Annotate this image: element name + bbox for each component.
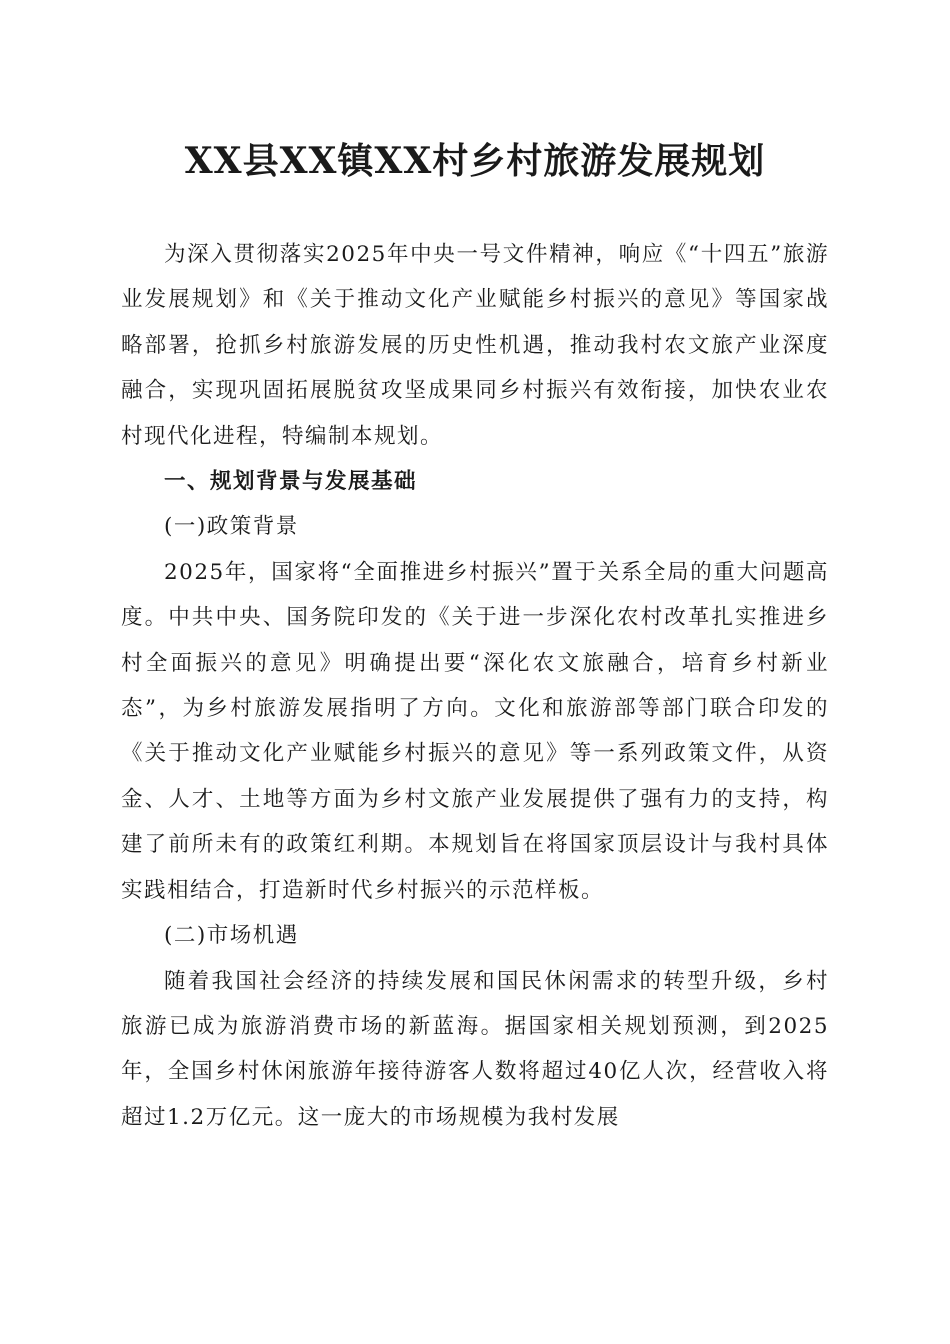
subsection-heading-market: (二)市场机遇 xyxy=(164,923,299,949)
market-paragraph: 随着我国社会经济的持续发展和国民休闲需求的转型升级，乡村旅游已成为旅游消费市场的新蓝海。据国家相关规划预测，到2025年，全国乡村休闲旅游年接待游客人数将超过40亿人次，经营收入将超过1.2万亿元。这一庞大的市场规模为我村发展 xyxy=(121,968,829,1130)
document-body xyxy=(121,232,829,1140)
subsection-heading-policy: (一)政策背景 xyxy=(164,514,299,540)
document-title: XX县XX镇XX村乡村旅游发展规划 xyxy=(184,140,766,182)
policy-paragraph: 2025年，国家将“全面推进乡村振兴”置于关系全局的重大问题高度。中共中央、国务院印发的《关于进一步深化农村改革扎实推进乡村全面振兴的意见》明确提出要“深化农文旅融合，培育乡村新业态”，为乡村旅游发展指明了方向。文化和旅游部等部门联合印发的《关于推动文化产业赋能乡村振兴的意见》等一系列政策文件，从资金、人才、土地等方面为乡村文旅产业发展提供了强有力的支持，构建了前所未有的政策红利期。本规划旨在将国家顶层设计与我村具体实践相结合，打造新时代乡村振兴的示范样板。 xyxy=(121,559,829,903)
section-heading: 一、规划背景与发展基础 xyxy=(164,469,418,495)
intro-paragraph: 为深入贯彻落实2025年中央一号文件精神，响应《“十四五”旅游业发展规划》和《关于推动文化产业赋能乡村振兴的意见》等国家战略部署，抢抓乡村旅游发展的历史性机遇，推动我村农文旅产业深度融合，实现巩固拓展脱贫攻坚成果同乡村振兴有效衔接，加快农业农村现代化进程，特编制本规划。 xyxy=(121,242,829,449)
